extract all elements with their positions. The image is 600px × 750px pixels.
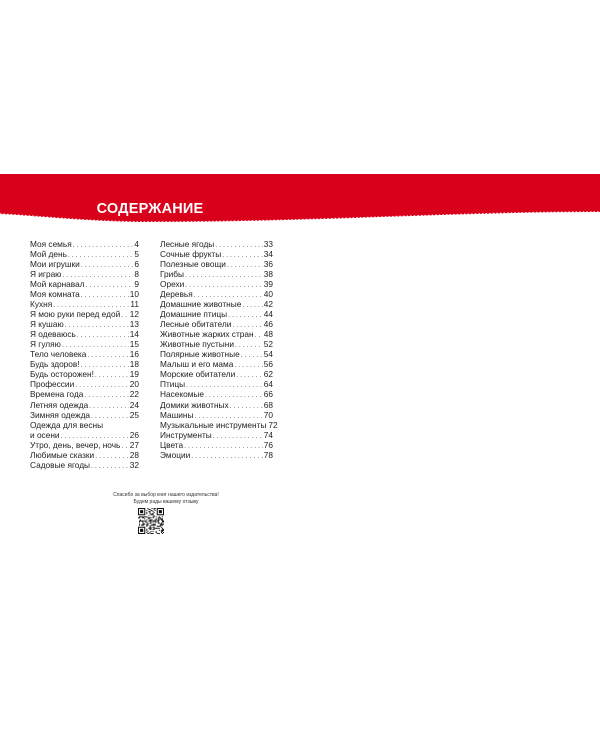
toc-entry-page: 54 xyxy=(263,349,273,360)
toc-entry-page: 64 xyxy=(263,379,273,390)
toc-entry-page: 72 xyxy=(268,419,278,430)
toc-entry-label: Моя семья xyxy=(30,239,72,249)
toc-leader-dots xyxy=(77,331,129,341)
toc-entry-label: Я гуляю xyxy=(30,339,61,350)
toc-entry-label: Малыш и его мама xyxy=(160,359,234,370)
toc-leader-dots xyxy=(241,351,263,361)
toc-entry-page: 16 xyxy=(129,349,139,360)
toc-entry-page: 34 xyxy=(263,249,273,260)
toc-entry xyxy=(30,309,139,319)
toc-leader-dots xyxy=(73,241,134,251)
toc-entry xyxy=(30,239,139,249)
toc-entry xyxy=(30,259,139,269)
toc-entry-page: 33 xyxy=(263,239,273,249)
toc-entry-page: 13 xyxy=(129,319,139,330)
toc-entry-page: 78 xyxy=(263,449,273,460)
toc-entry-page: 15 xyxy=(129,339,139,350)
toc-entry-label: Будь здоров! xyxy=(30,359,80,370)
toc-entry-page: 27 xyxy=(129,439,139,450)
toc-entry xyxy=(160,430,273,440)
toc-entry-label: Времена года xyxy=(30,389,84,400)
toc-leader-dots xyxy=(191,452,263,462)
toc-entry xyxy=(160,379,273,389)
qr-code-icon[interactable] xyxy=(138,508,164,534)
toc-entry-page: 76 xyxy=(263,439,273,450)
toc-leader-dots xyxy=(184,442,263,452)
toc-entry-label: Летняя одежда xyxy=(30,399,89,410)
toc-leader-dots xyxy=(185,281,262,291)
toc-entry-label: Морские обитатели xyxy=(160,369,236,380)
toc-entry-label: Зимняя одежда xyxy=(30,409,91,420)
toc-entry-label: Будь осторожен! xyxy=(30,369,94,380)
toc-entry xyxy=(160,400,273,410)
toc-entry xyxy=(30,329,139,339)
toc-leader-dots xyxy=(213,432,263,442)
toc-column-right xyxy=(160,239,278,460)
toc-entry-label: Я мою руки перед едой xyxy=(30,309,121,320)
toc-entry-label: Тело человека xyxy=(30,349,87,360)
toc-entry-label: Орехи xyxy=(160,279,185,290)
toc-entry-page: 19 xyxy=(129,369,139,380)
toc-entry-label: Сочные фрукты xyxy=(160,249,222,260)
toc-entry xyxy=(160,369,273,379)
toc-entry xyxy=(30,410,139,420)
toc-entry xyxy=(30,440,139,450)
toc-entry xyxy=(160,239,273,249)
toc-entry xyxy=(160,339,273,349)
toc-entry-label: Грибы xyxy=(160,269,184,280)
toc-entry-page: 44 xyxy=(263,309,273,320)
toc-entry-page: 39 xyxy=(263,279,273,290)
page-title: СОДЕРЖАНИЕ xyxy=(96,201,204,217)
toc-entry-page: 20 xyxy=(129,379,139,390)
thanks-line-2: Будем рады вашему отзыву xyxy=(133,499,199,505)
toc-entry-page: 62 xyxy=(263,369,273,380)
toc-entry-page: 6 xyxy=(134,259,139,270)
toc-leader-dots xyxy=(227,261,263,271)
toc-entry-page: 36 xyxy=(263,259,273,270)
toc-leader-dots xyxy=(91,462,129,472)
toc-leader-dots xyxy=(228,311,263,321)
toc-entry xyxy=(160,410,273,420)
toc-entry-label: Кухня xyxy=(30,299,53,310)
toc-entry-label: Насекомые xyxy=(160,389,204,400)
toc-entry xyxy=(30,369,139,379)
toc-leader-dots xyxy=(185,271,263,281)
toc-entry-label: Одежда для весны xyxy=(30,419,104,430)
toc-entry-label: Мои игрушки xyxy=(30,259,80,270)
toc-entry xyxy=(160,419,278,430)
toc-entry xyxy=(160,450,273,460)
toc-leader-dots xyxy=(95,371,129,381)
toc-entry-label: Любимые сказки xyxy=(30,449,95,460)
thanks-line-1: Спасибо за выбор книг нашего издательства! xyxy=(113,492,219,498)
toc-entry-page: 9 xyxy=(134,279,139,290)
toc-entry xyxy=(30,400,139,410)
toc-entry-label: Профессии xyxy=(30,379,75,390)
toc-entry-page: 18 xyxy=(129,359,139,370)
toc-entry-page: 25 xyxy=(129,409,139,420)
toc-leader-dots xyxy=(222,251,263,261)
toc-leader-dots xyxy=(255,331,263,341)
toc-entry-label: Садовые ягоды xyxy=(30,459,91,470)
toc-entry-page: 66 xyxy=(263,389,273,400)
toc-entry-page: 32 xyxy=(129,459,139,470)
toc-entry-label: Полезные овощи xyxy=(160,259,226,270)
toc-entry-page: 8 xyxy=(134,269,139,280)
toc-entry-label: Животные пустыни xyxy=(160,339,234,350)
toc-entry xyxy=(160,309,273,319)
toc-entry xyxy=(30,289,139,299)
toc-entry xyxy=(30,319,139,329)
toc-entry-page: 26 xyxy=(129,429,139,440)
toc-entry-label: Музыкальные инструменты xyxy=(160,419,267,430)
toc-entry xyxy=(160,249,273,259)
toc-entry-page: 12 xyxy=(129,309,139,320)
toc-entry xyxy=(160,269,273,279)
thanks-note xyxy=(76,492,256,506)
toc-entry xyxy=(30,269,139,279)
toc-entry-page: 46 xyxy=(263,319,273,330)
toc-entry-label: Птицы xyxy=(160,379,186,390)
toc-entry-page: 14 xyxy=(129,329,139,340)
toc-entry-page: 40 xyxy=(263,289,273,300)
toc-entry xyxy=(30,279,139,289)
toc-entry xyxy=(160,359,273,369)
toc-entry xyxy=(160,319,273,329)
toc-entry-page: 24 xyxy=(129,399,139,410)
toc-entry-label: Домашние птицы xyxy=(160,309,228,320)
toc-entry-label: Домики животных xyxy=(160,399,229,410)
toc-entry-page: 56 xyxy=(263,359,273,370)
toc-entry xyxy=(160,259,273,269)
toc-entry xyxy=(160,279,273,289)
toc-entry-label: Цвета xyxy=(160,439,184,450)
toc-entry-label: Эмоции xyxy=(160,449,191,460)
toc-entry-label: Я кушаю xyxy=(30,319,64,330)
toc-entry-label: Мой день xyxy=(30,249,67,260)
toc-entry-label: Полярные животные xyxy=(160,349,240,360)
toc-entry-page: 11 xyxy=(130,299,139,310)
toc-entry xyxy=(30,450,139,460)
toc-entry xyxy=(160,389,273,399)
toc-entry-label: Моя комната xyxy=(30,289,80,300)
toc-entry-page: 68 xyxy=(263,399,273,410)
toc-leader-dots xyxy=(236,371,263,381)
toc-entry xyxy=(30,389,139,399)
toc-entry-label: Деревья xyxy=(160,289,193,300)
toc-entry xyxy=(160,349,273,359)
toc-entry-label: Лесные обитатели xyxy=(160,319,232,330)
toc-column-left xyxy=(30,239,139,470)
toc-entry-page: 48 xyxy=(263,329,273,340)
toc-entry xyxy=(30,349,139,359)
toc-entry xyxy=(30,339,139,349)
toc-leader-dots xyxy=(81,291,129,301)
toc-leader-dots xyxy=(87,351,128,361)
toc-leader-dots xyxy=(121,311,129,321)
toc-entry-page: 5 xyxy=(134,249,139,260)
toc-entry-label: Я играю xyxy=(30,269,62,280)
toc-leader-dots xyxy=(121,442,128,452)
toc-entry-label: Животные жарких стран xyxy=(160,329,254,340)
toc-entry xyxy=(160,329,273,339)
toc-entry-label: Лесные ягоды xyxy=(160,239,215,249)
toc-entry xyxy=(160,299,273,309)
toc-entry-label: Утро, день, вечер, ночь xyxy=(30,439,121,450)
toc-leader-dots xyxy=(84,391,128,401)
toc-entry-label: Я одеваюсь xyxy=(30,329,76,340)
toc-entry-page: 38 xyxy=(263,269,273,280)
toc-entry-page: 22 xyxy=(129,389,139,400)
toc-leader-dots xyxy=(95,452,129,462)
toc-entry-page: 10 xyxy=(129,289,139,300)
toc-leader-dots xyxy=(242,301,262,311)
toc-leader-dots xyxy=(215,241,263,251)
toc-leader-dots xyxy=(86,281,134,291)
toc-entry xyxy=(160,289,273,299)
toc-entry-label: Мой карнавал xyxy=(30,279,85,290)
toc-entry-label: Домашние животные xyxy=(160,299,242,310)
toc-entry-label: и осени xyxy=(30,429,60,440)
toc-leader-dots xyxy=(230,402,263,412)
toc-entry-page: 52 xyxy=(263,339,273,350)
toc-entry-page: 70 xyxy=(263,409,273,420)
toc-leader-dots xyxy=(89,402,129,412)
toc-entry xyxy=(30,359,139,369)
toc-entry xyxy=(30,299,139,309)
toc-entry-label: Машины xyxy=(160,409,194,420)
toc-entry-page: 28 xyxy=(129,449,139,460)
toc-entry-page: 42 xyxy=(263,299,273,310)
toc-entry-page: 4 xyxy=(134,239,139,249)
toc-entry-label: Инструменты xyxy=(160,429,212,440)
toc-entry-page: 74 xyxy=(263,429,273,440)
toc-entry xyxy=(30,430,139,440)
toc-entry xyxy=(30,460,139,470)
toc-leader-dots xyxy=(234,361,262,371)
toc-entry xyxy=(160,440,273,450)
toc-entry xyxy=(30,379,139,389)
toc-entry xyxy=(30,249,139,259)
toc-leader-dots xyxy=(81,261,134,271)
